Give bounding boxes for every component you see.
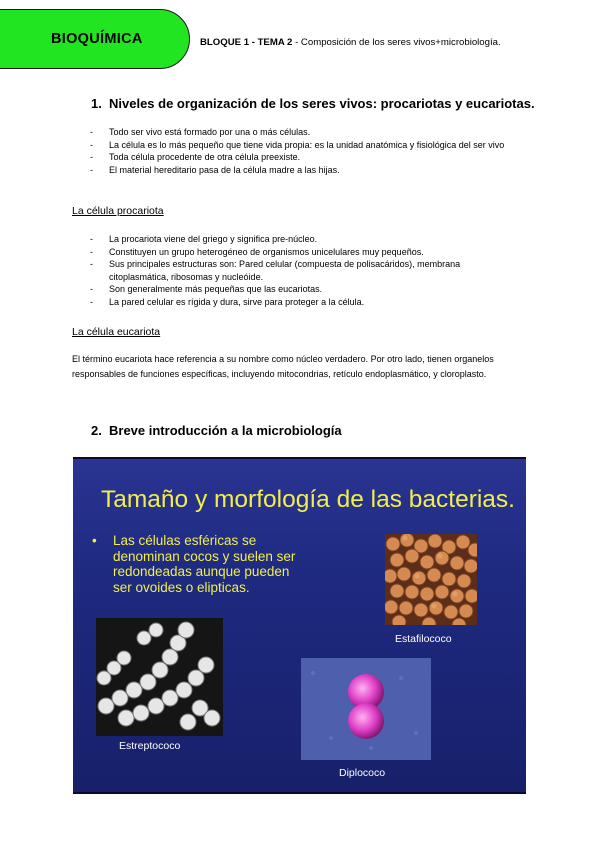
slide-bullet-line: ser ovoides o elipticas. [113,580,250,596]
estreptococo-caption: Estreptococo [119,740,181,752]
list-item: - La procariota viene del griego y significa pre-núcleo. [90,233,520,246]
list-item: - Constituyen un grupo heterogéneo de organismos unicelulares muy pequeños. [90,246,520,259]
bullet-dot: • [92,533,97,548]
block-label: BLOQUE 1 - TEMA 2 [200,37,293,48]
subject-badge [0,9,190,69]
estreptococo-image [96,618,223,736]
section1-list [90,126,520,176]
section2-title: Breve introducción a la microbiología [109,423,342,438]
slide-title: Tamaño y morfología de las bacterias. [101,486,515,513]
bacteria-slide [73,457,526,794]
estafilococo-image [385,534,477,625]
diplococo-caption: Diplococo [339,767,386,779]
list-item: - Sus principales estructuras son: Pared celular (compuesta de polisacáridos), membrana citoplasmática, ribosomas y nucleóide. [90,258,520,283]
list-item: - Todo ser vivo está formado por una o más células. [90,126,520,139]
diplococo-image [301,658,431,760]
procariota-heading: La célula procariota [72,205,164,217]
estafilococo-micrograph [385,534,477,625]
eucariota-heading: La célula eucariota [72,326,161,338]
eucariota-paragraph: El término eucariota hace referencia a su nombre como núcleo verdadero. Por otro lado, tienen organelos responsables de funciones específicas, incluyendo mitocondrias, retículo endoplasmático, y cloroplasto. [72,354,494,379]
list-item: - La célula es lo más pequeño que tiene vida propia: es la unidad anatómica y fisiológica del ser vivo [90,139,520,152]
block-header [200,37,501,48]
section2-heading [91,423,342,438]
estreptococo-micrograph [96,618,223,736]
slide-bullet-line: denominan cocos y suelen ser [113,548,296,564]
list-item: - La pared celular es rígida y dura, sirve para proteger a la célula. [90,296,520,309]
estafilococo-caption: Estafilococo [395,633,452,645]
section1-number: 1. [91,96,102,111]
procariota-list [90,233,520,309]
list-item: - Son generalmente más pequeñas que las eucariotas. [90,283,520,296]
topic-text: - Composición de los seres vivos+microbiología. [292,37,501,48]
section1-heading [91,96,535,111]
section1-title: Niveles de organización de los seres vivos: procariotas y eucariotas. [109,96,535,111]
list-item: - El material hereditario pasa de la célula madre a las hijas. [90,164,520,177]
slide-bullet-line: Las células esféricas se [113,533,257,548]
diplococo-micrograph [301,658,431,760]
slide-bullet-text [113,533,373,596]
slide-bullet-line: redondeadas aunque pueden [113,564,290,580]
list-item: - Toda célula procedente de otra célula preexiste. [90,151,520,164]
subject-title: BIOQUÍMICA [51,31,143,47]
section2-number: 2. [91,423,102,438]
